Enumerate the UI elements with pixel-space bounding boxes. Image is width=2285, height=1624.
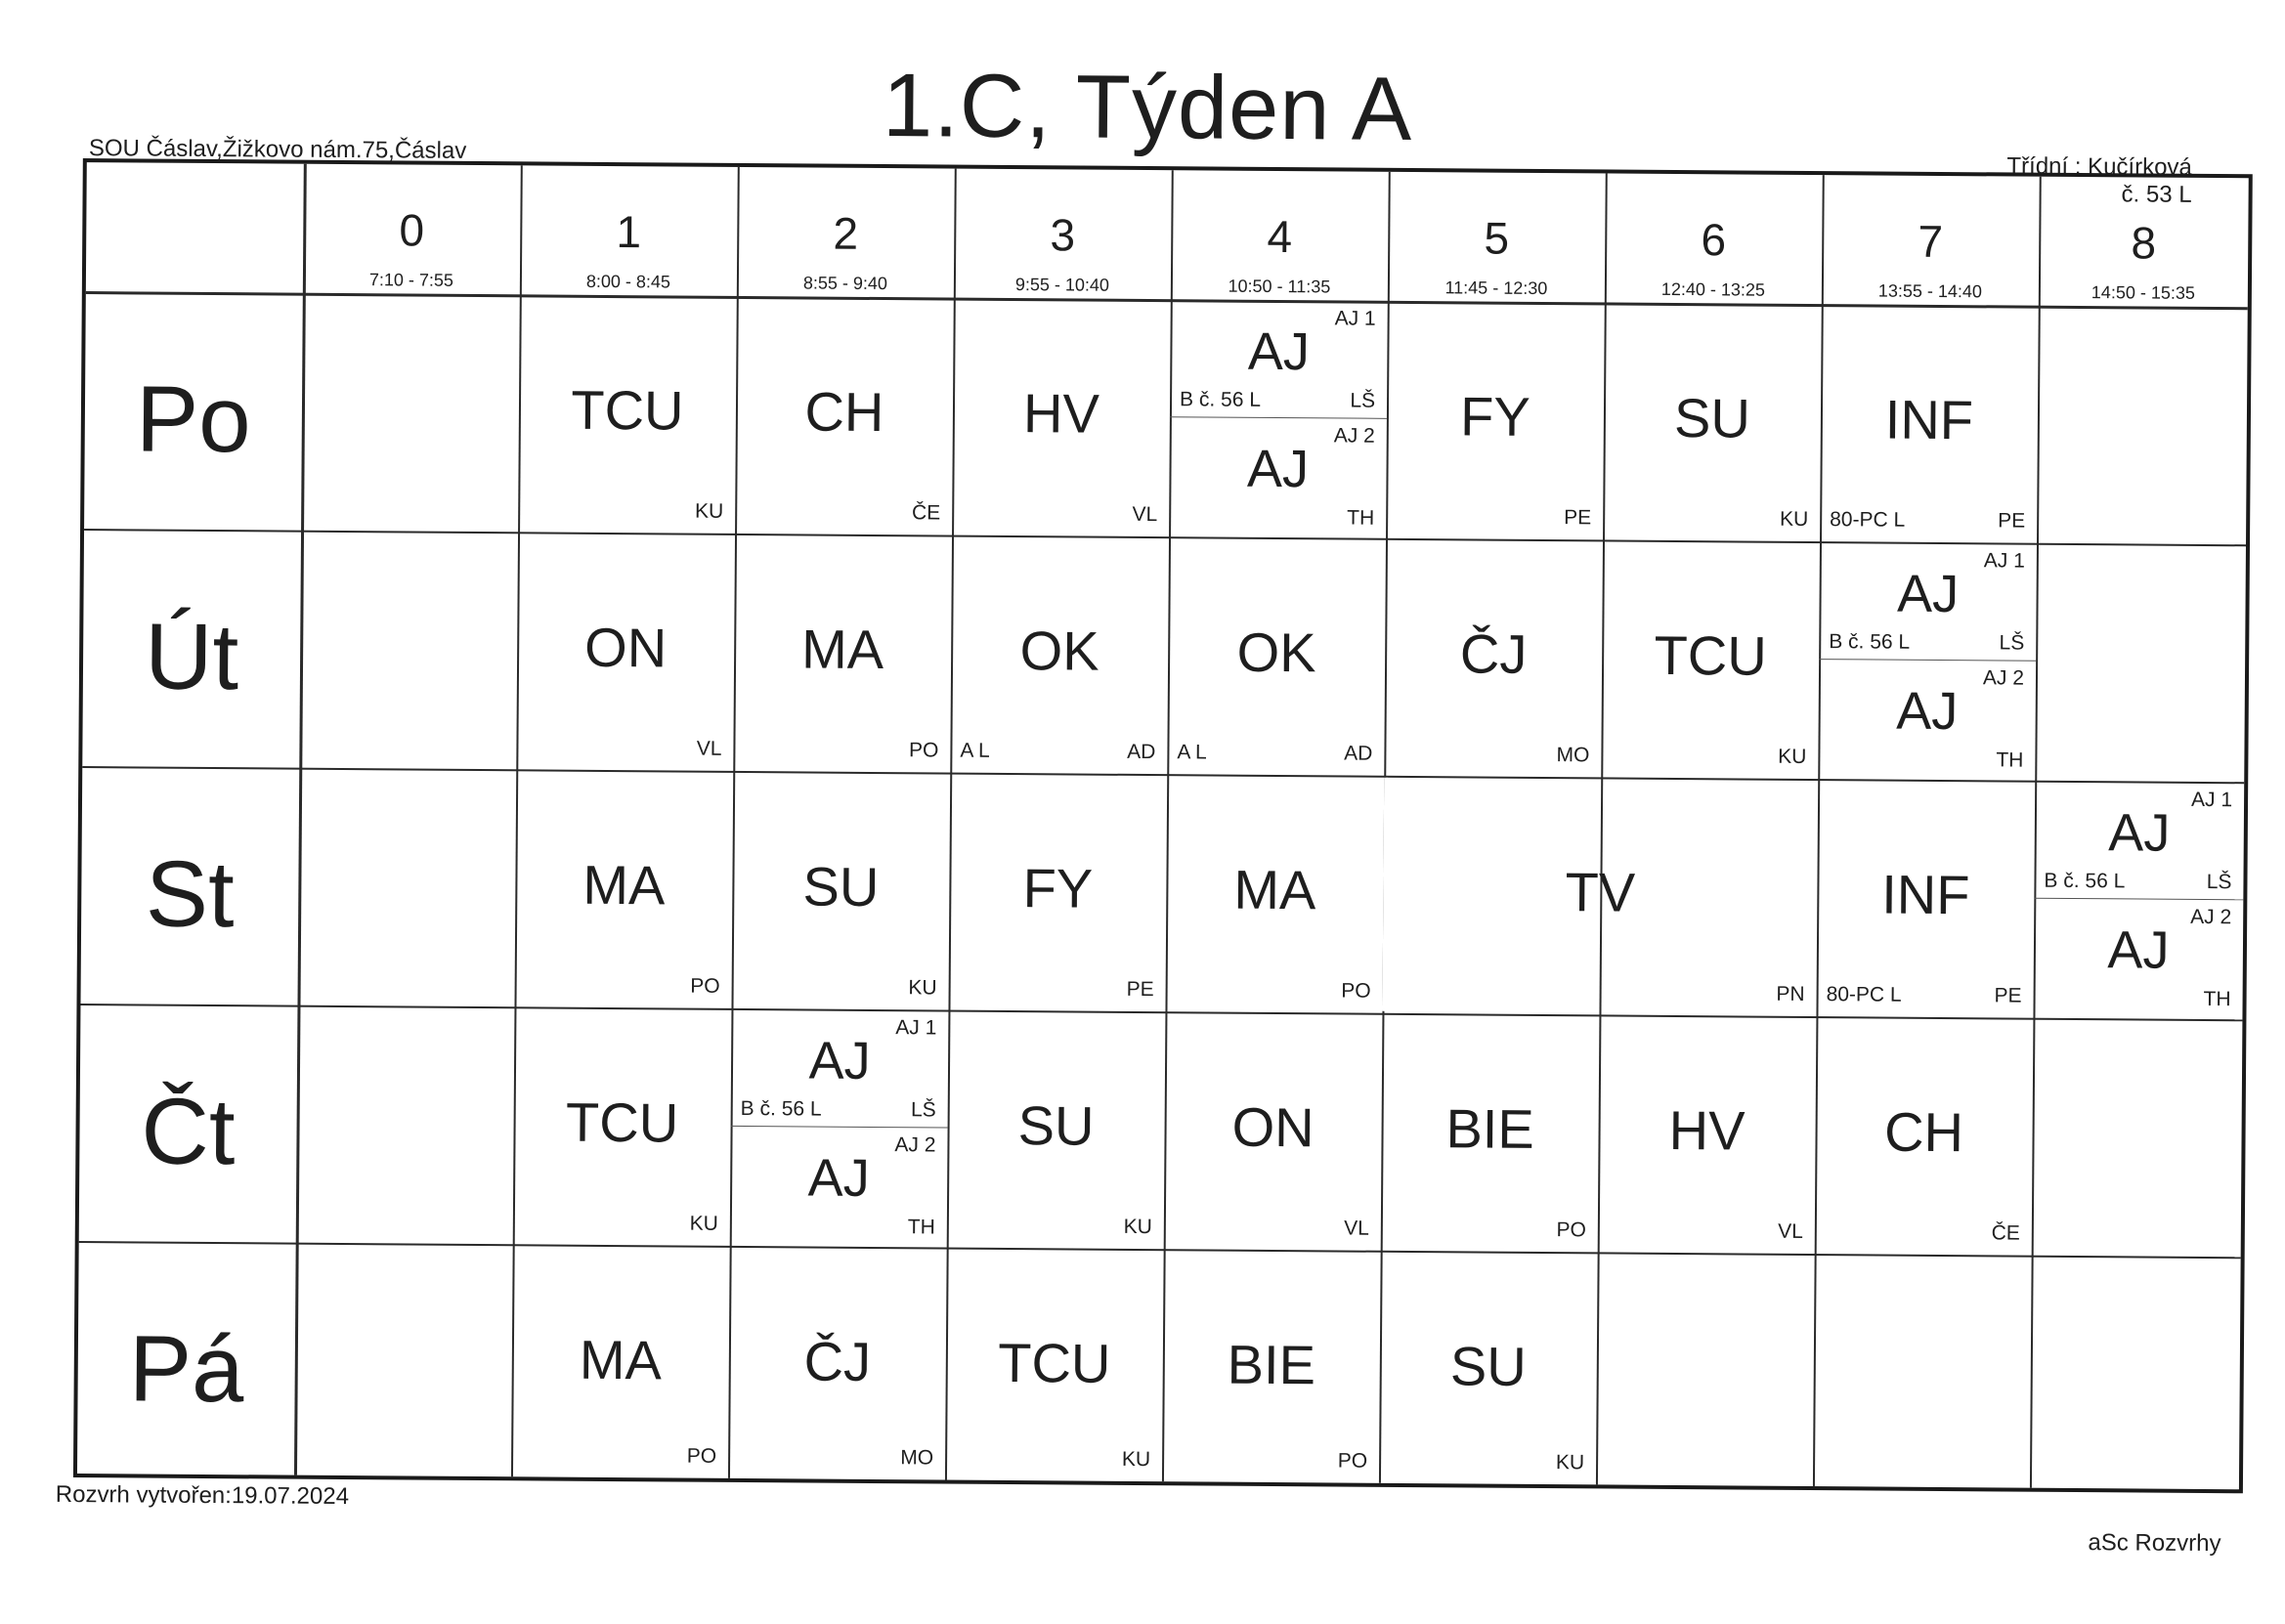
lesson-teacher: ČE — [1991, 1221, 2020, 1245]
lesson-cell — [945, 1248, 1164, 1482]
lesson-subject: AJ — [1247, 321, 1311, 382]
timetable-grid — [73, 158, 2253, 1493]
lesson-subject: ON — [1231, 1095, 1315, 1159]
lesson-cell — [1386, 301, 1605, 540]
lesson-subject: OK — [1236, 620, 1316, 684]
lesson-subject: BIE — [1227, 1333, 1316, 1396]
lesson-cell — [1598, 1014, 1817, 1254]
lesson-cell — [1384, 538, 1603, 778]
lesson-room: 80-PC L — [1830, 508, 1906, 532]
period-time: 13:55 - 14:40 — [1877, 280, 1983, 302]
lesson-subject: AJ — [808, 1031, 871, 1090]
period-header — [1388, 172, 1606, 303]
period-time: 14:50 - 15:35 — [2091, 282, 2196, 303]
lesson-teacher: TH — [1996, 748, 2024, 772]
lesson-teacher: TH — [2203, 987, 2231, 1011]
lesson-cell — [1815, 1016, 2034, 1256]
lesson-subject: CH — [1883, 1100, 1964, 1164]
period-header — [954, 169, 1172, 300]
day-label: Pá — [128, 1316, 244, 1423]
lesson-cell — [731, 771, 950, 1010]
group-separator — [731, 1126, 948, 1129]
period-header — [1171, 170, 1389, 301]
lesson-room: B č. 56 L — [2044, 869, 2126, 893]
lesson-subject: TCU — [1654, 623, 1767, 687]
lesson-subject: SU — [1017, 1094, 1095, 1157]
lesson-cell — [1820, 304, 2039, 543]
double-lesson-cell — [1382, 776, 1818, 1016]
lesson-subject: AJ — [1896, 681, 1959, 742]
period-header — [1822, 175, 2040, 306]
group-label: AJ 1 — [895, 1016, 937, 1040]
lesson-cell — [1601, 539, 1820, 779]
lesson-subject: HV — [1668, 1098, 1746, 1162]
lesson-teacher: LŠ — [1999, 631, 2025, 655]
period-time: 12:40 - 13:25 — [1660, 278, 1766, 300]
lesson-subject: SU — [1673, 386, 1751, 449]
lesson-subject: OK — [1019, 620, 1099, 682]
lesson-subject: TCU — [998, 1331, 1111, 1394]
lesson-teacher: LŠ — [2206, 870, 2232, 894]
period-number: 3 — [1050, 209, 1076, 261]
lesson-teacher: KU — [908, 976, 937, 1000]
period-time: 8:00 - 8:45 — [585, 271, 671, 292]
group-label: AJ 2 — [1333, 424, 1375, 448]
lesson-room: B č. 56 L — [1179, 388, 1262, 411]
lesson-subject: MA — [800, 618, 884, 681]
split-lesson-cell — [2033, 781, 2244, 1020]
lesson-teacher: PO — [1337, 1449, 1368, 1473]
period-time: 11:45 - 12:30 — [1444, 278, 1548, 299]
lesson-teacher: KU — [1778, 745, 1807, 768]
lesson-teacher: PO — [686, 1444, 717, 1468]
lesson-teacher: VL — [1344, 1217, 1369, 1240]
lesson-subject: ON — [583, 616, 668, 679]
lesson-teacher: KU — [694, 499, 724, 523]
lesson-teacher: AD — [1344, 742, 1373, 765]
period-time: 7:10 - 7:55 — [368, 270, 454, 290]
lesson-cell — [516, 532, 735, 771]
lesson-cell — [1379, 1251, 1598, 1485]
lesson-subject: TV — [1565, 861, 1636, 923]
school-name: SOU Čáslav,Žižkovo nám.75,Čáslav — [88, 135, 467, 164]
lesson-teacher: KU — [1779, 507, 1809, 531]
lesson-subject: MA — [1233, 858, 1316, 921]
lesson-teacher: KU — [689, 1212, 718, 1235]
split-lesson-cell — [1169, 299, 1388, 538]
lesson-subject: INF — [1881, 863, 1970, 926]
period-number: 2 — [833, 207, 859, 259]
period-number: 8 — [2131, 217, 2157, 269]
day-label: St — [145, 841, 236, 948]
lesson-cell — [950, 535, 1169, 775]
period-header — [303, 164, 521, 295]
lesson-teacher: PO — [1341, 979, 1371, 1003]
lesson-teacher: PE — [1126, 977, 1154, 1002]
lesson-subject: AJ — [2107, 920, 2170, 980]
lesson-teacher: VL — [696, 737, 722, 760]
group-separator — [1170, 416, 1387, 419]
lesson-subject: TCU — [571, 378, 684, 442]
lesson-subject: BIE — [1445, 1097, 1534, 1160]
lesson-teacher: KU — [1121, 1447, 1151, 1472]
lesson-cell — [952, 298, 1171, 537]
lesson-cell — [518, 294, 737, 534]
period-number: 4 — [1267, 210, 1293, 263]
lesson-subject: INF — [1884, 388, 1974, 451]
period-number: 7 — [1918, 215, 1944, 267]
lesson-subject: ČJ — [1459, 622, 1528, 685]
day-label: Po — [135, 366, 251, 473]
group-label: AJ 2 — [2190, 905, 2232, 929]
group-label: AJ 1 — [1983, 549, 2025, 573]
lesson-room: A L — [1177, 741, 1207, 764]
lesson-subject: ČJ — [803, 1330, 872, 1392]
period-number: 0 — [399, 204, 425, 256]
lesson-teacher: ČE — [911, 501, 941, 525]
lesson-cell — [511, 1244, 730, 1478]
lesson-cell — [735, 296, 954, 535]
lesson-subject: FY — [1459, 385, 1531, 448]
split-lesson-cell — [730, 1008, 949, 1248]
class-teacher: Třídní : Kučírková — [2006, 152, 2192, 181]
period-number: 1 — [616, 206, 642, 258]
home-room: č. 53 L — [2121, 181, 2192, 208]
lesson-cell — [948, 773, 1167, 1012]
lesson-subject: CH — [804, 380, 884, 444]
lesson-room: B č. 56 L — [1829, 630, 1911, 654]
lesson-teacher: LŠ — [910, 1098, 936, 1122]
lesson-subject: SU — [802, 855, 880, 919]
lesson-teacher: MO — [1556, 744, 1590, 767]
group-label: AJ 1 — [2190, 788, 2233, 812]
lesson-teacher: PN — [1776, 982, 1805, 1005]
period-header — [737, 167, 955, 298]
lesson-subject: AJ — [1246, 439, 1310, 499]
lesson-cell — [1162, 1249, 1381, 1483]
group-separator — [2034, 898, 2243, 901]
page-title: 1.C, Týden A — [882, 56, 1413, 160]
lesson-teacher: VL — [1132, 502, 1158, 527]
lesson-cell — [947, 1010, 1166, 1250]
lesson-cell — [1381, 1013, 1600, 1253]
lesson-subject: AJ — [1896, 564, 1960, 624]
lesson-cell — [728, 1246, 947, 1480]
lesson-subject: AJ — [2108, 803, 2171, 863]
lesson-subject: MA — [582, 853, 666, 917]
lesson-subject: TCU — [565, 1090, 679, 1154]
day-label: Út — [144, 604, 239, 710]
lesson-cell — [1167, 536, 1386, 776]
lesson-subject: SU — [1449, 1335, 1527, 1397]
period-time: 9:55 - 10:40 — [1014, 275, 1110, 295]
group-label: AJ 2 — [894, 1133, 936, 1157]
lesson-subject: AJ — [807, 1148, 870, 1208]
lesson-cell — [1603, 302, 1822, 541]
group-label: AJ 2 — [1982, 666, 2025, 690]
software-brand: aSc Rozvrhy — [2088, 1529, 2221, 1558]
period-number: 6 — [1701, 214, 1727, 266]
lesson-subject: FY — [1022, 857, 1094, 919]
lesson-teacher: PO — [1556, 1218, 1586, 1242]
lesson-teacher: PE — [1564, 506, 1592, 530]
lesson-teacher: LŠ — [1350, 389, 1376, 412]
group-label: AJ 1 — [1334, 307, 1376, 330]
lesson-cell — [1164, 1011, 1383, 1251]
grid-line — [294, 164, 307, 1475]
lesson-subject: MA — [579, 1328, 663, 1391]
lesson-cell — [1816, 779, 2035, 1018]
split-lesson-cell — [1818, 541, 2037, 781]
lesson-teacher: PE — [1998, 509, 2026, 533]
period-number: 5 — [1484, 212, 1510, 264]
lesson-teacher: KU — [1555, 1451, 1585, 1474]
lesson-teacher: MO — [900, 1446, 934, 1470]
lesson-teacher: VL — [1778, 1219, 1803, 1243]
period-header — [1605, 173, 1823, 304]
lesson-teacher: AD — [1127, 740, 1156, 764]
lesson-subject: HV — [1022, 382, 1100, 445]
period-header — [520, 165, 738, 296]
period-time: 8:55 - 9:40 — [802, 273, 888, 294]
lesson-room: 80-PC L — [1826, 983, 1902, 1006]
lesson-teacher: TH — [907, 1216, 935, 1239]
day-label: Čt — [141, 1079, 236, 1185]
period-header — [2039, 177, 2249, 308]
period-time: 10:50 - 11:35 — [1228, 276, 1331, 297]
lesson-room: A L — [960, 739, 990, 762]
created-date: Rozvrh vytvořen:19.07.2024 — [55, 1480, 350, 1511]
lesson-teacher: PO — [690, 974, 720, 998]
lesson-teacher: TH — [1347, 506, 1375, 530]
lesson-room: B č. 56 L — [740, 1096, 822, 1121]
lesson-cell — [733, 534, 952, 773]
lesson-teacher: PO — [908, 739, 939, 762]
group-separator — [1819, 659, 2036, 662]
lesson-cell — [514, 769, 733, 1008]
lesson-cell — [513, 1006, 732, 1246]
lesson-teacher: PE — [1994, 984, 2022, 1007]
lesson-teacher: KU — [1123, 1215, 1152, 1239]
lesson-cell — [1165, 774, 1384, 1013]
